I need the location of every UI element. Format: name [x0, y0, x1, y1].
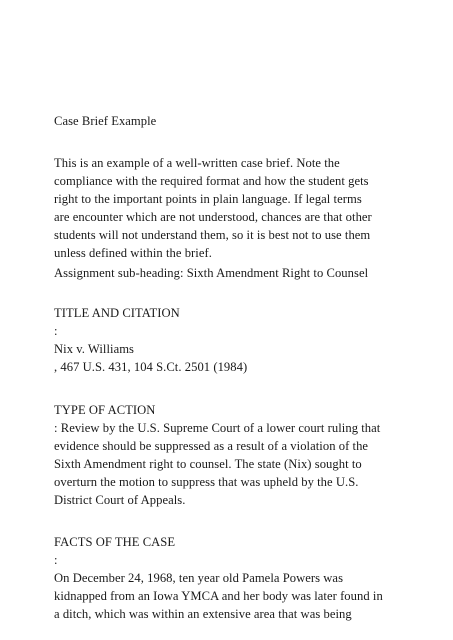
type-of-action-line: : Review by the U.S. Supreme Court of a lower court ruling that: [54, 421, 381, 435]
title-citation-heading: TITLE AND CITATION: [54, 306, 180, 320]
title-citation-colon: :: [54, 324, 58, 338]
facts-line: On December 24, 1968, ten year old Pamela Powers was: [54, 571, 344, 585]
case-name: Nix v. Williams: [54, 342, 135, 356]
intro-line: This is an example of a well-written case brief. Note the: [54, 156, 340, 170]
type-of-action-line: overturn the motion to suppress that was upheld by the U.S.: [54, 475, 359, 489]
type-of-action-line: Sixth Amendment right to counsel. The state (Nix) sought to: [54, 457, 362, 471]
type-of-action-line: District Court of Appeals.: [54, 493, 186, 507]
type-of-action-line: evidence should be suppressed as a result of a violation of the: [54, 439, 369, 453]
facts-colon: :: [54, 553, 58, 567]
intro-line: compliance with the required format and how the student gets: [54, 174, 369, 188]
case-citation: , 467 U.S. 431, 104 S.Ct. 2501 (1984): [54, 360, 248, 374]
intro-line: students will not understand them, so it is best not to use them: [54, 228, 371, 242]
type-of-action-heading: TYPE OF ACTION: [54, 403, 156, 417]
intro-line: are encounter which are not understood, chances are that other: [54, 210, 372, 224]
intro-line: right to the important points in plain language. If legal terms: [54, 192, 362, 206]
assignment-subheading: Assignment sub-heading: Sixth Amendment Right to Counsel: [54, 266, 369, 280]
facts-line: kidnapped from an Iowa YMCA and her body was later found in: [54, 589, 383, 603]
facts-heading: FACTS OF THE CASE: [54, 535, 176, 549]
facts-line: a ditch, which was within an extensive area that was being: [54, 607, 352, 621]
intro-line: unless defined within the brief.: [54, 246, 212, 260]
document-title: Case Brief Example: [54, 114, 157, 128]
